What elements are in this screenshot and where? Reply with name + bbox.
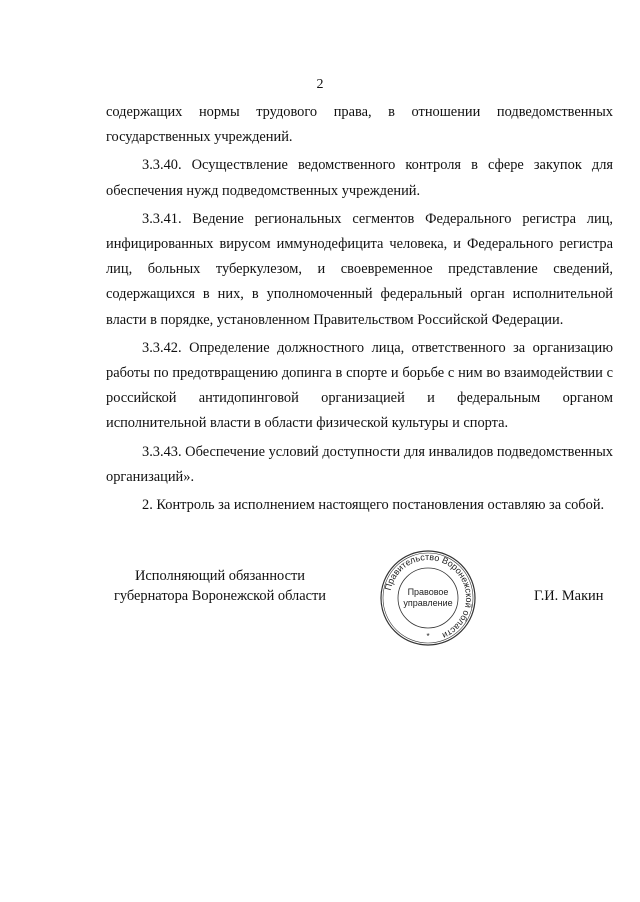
seal-center-line1: Правовое [407,587,449,597]
official-seal [378,548,478,648]
document-body [106,100,613,521]
signatory-title [108,566,332,606]
paragraph-3-3-41: 3.3.41. Ведение региональных сегментов Федерального регистра лиц, инфицированных вирусом иммунодефицита человека, и Федерального регистра лиц, больных туберкулезом, и своевременное представление сведений, содержащихся в них, в уполномоченный федеральный орган исполнительной власти в порядке, установленном Правительством Российской Федерации. [106,210,613,328]
signatory-title-line2: губернатора Воронежской области [113,588,326,604]
seal-star-icon: * [426,632,430,641]
signatory-name: Г.И. Макин [534,588,604,604]
seal-ring-text: Правительство Воронежской области [382,551,475,641]
page-number: 2 [316,77,324,92]
paragraph-control-clause: 2. Контроль за исполнением настоящего постановления оставляю за собой. [142,497,605,514]
signatory-title-line1: Исполняющий обязанности [134,568,305,584]
paragraph-continuation: содержащих нормы трудового права, в отношении подведомственных государственных учреждений. [106,104,613,146]
paragraph-3-3-43: 3.3.43. Обеспечение условий доступности для инвалидов подведомственных организаций». [106,443,613,485]
paragraph-3-3-40: 3.3.40. Осуществление ведомственного контроля в сфере закупок для обеспечения нужд подведомственных учреждений. [106,157,613,199]
seal-center-line2: управление [403,598,453,608]
paragraph-3-3-42: 3.3.42. Определение должностного лица, ответственного за организацию работы по предотвращению допинга в спорте и борьбе с ним во взаимодействии с российской антидопинговой организацией и федеральным органом исполнительной власти в области физической культуры и спорта. [106,339,613,432]
